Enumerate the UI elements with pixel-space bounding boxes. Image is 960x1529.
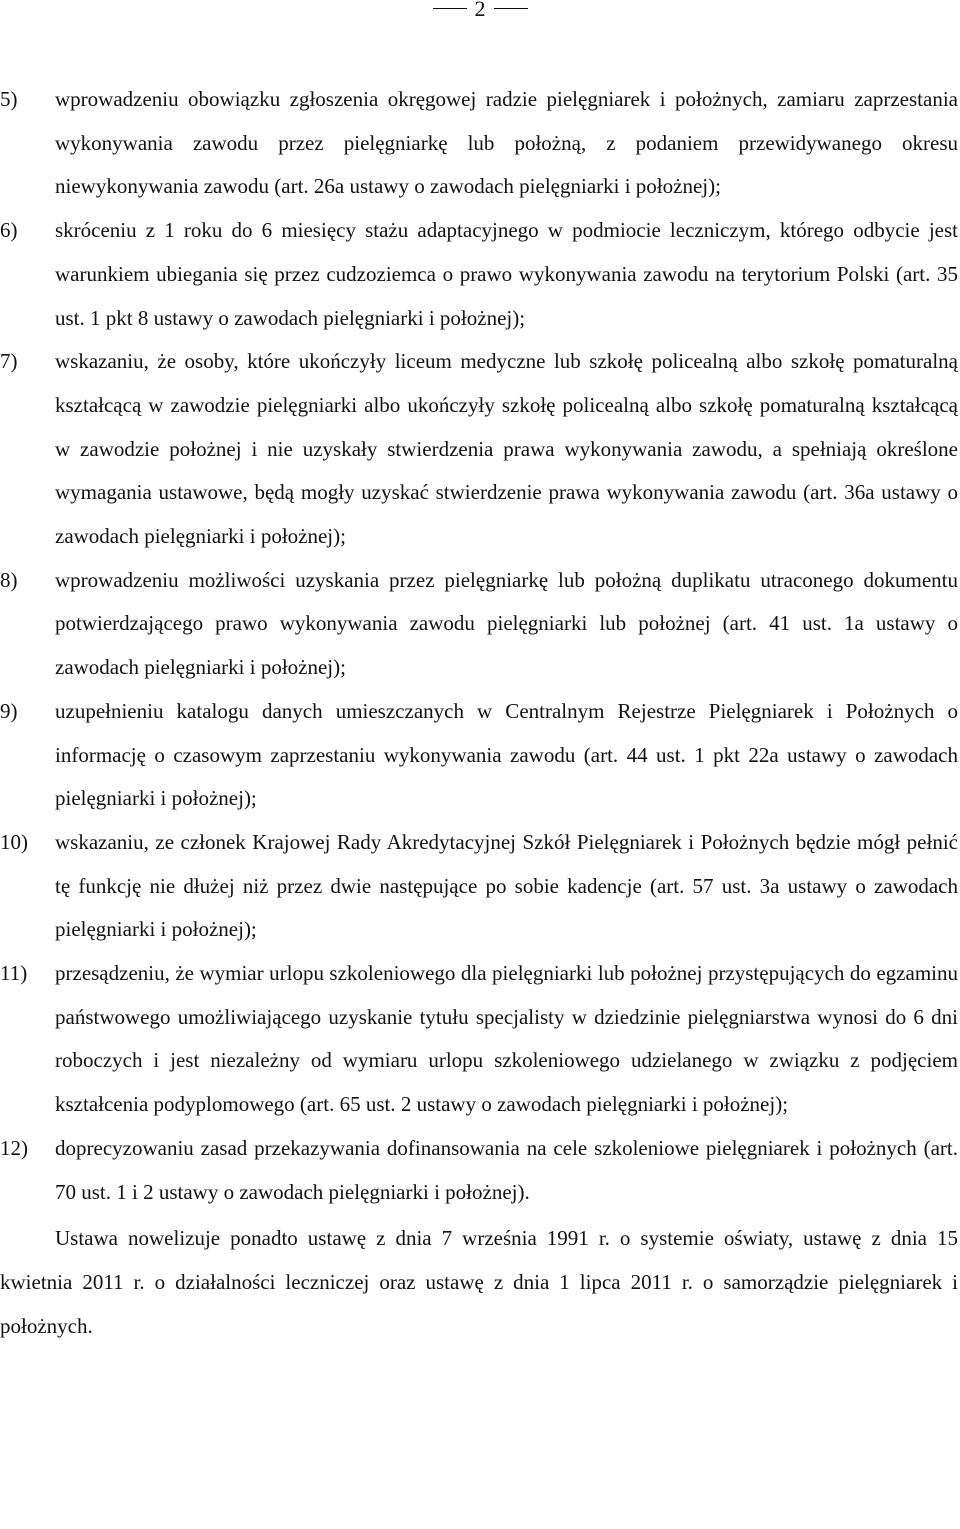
list-item-number: 9) [0, 698, 18, 723]
list-item-number: 12) [0, 1135, 28, 1160]
list-item-text: wprowadzeniu obowiązku zgłoszenia okręgowej radzie pielęgniarek i położnych, zamiaru zaprzestania wykonywania zawodu przez pielęgniarkę lub położną, z podaniem przewidywanego okresu niewykonywania zawodu (art. 26a ustawy o zawodach pielęgniarki i położnej); [55, 87, 958, 199]
list-item-number: 11) [0, 961, 28, 986]
list-item-10 [0, 821, 958, 952]
list-item-12 [0, 1127, 958, 1214]
list-item-number: 10) [0, 829, 28, 854]
list-item-8 [0, 559, 958, 690]
list-item-number: 8) [0, 567, 18, 592]
list-item-6 [0, 209, 958, 340]
list-item-text: uzupełnieniu katalogu danych umieszczanych w Centralnym Rejestrze Pielęgniarek i Położnych o informację o czasowym zaprzestaniu wykonywania zawodu (art. 44 ust. 1 pkt 22a ustawy o zawodach pielęgniarki i położnej); [55, 698, 958, 811]
page-number [0, 0, 960, 24]
list-item-9 [0, 690, 958, 821]
closing-paragraph: Ustawa nowelizuje ponadto ustawę z dnia 7 września 1991 r. o systemie oświaty, ustawę z dnia 15 kwietnia 2011 r. o działalności leczniczej oraz ustawę z dnia 1 lipca 2011 r. o samorządzie pielęgniarek i położnych. [0, 1226, 958, 1338]
list-item-number: 5) [0, 87, 18, 111]
page-number-left-dash [433, 8, 467, 9]
page-number-value: 2 [474, 0, 486, 21]
list-item-11 [0, 952, 958, 1127]
list-item-number: 7) [0, 349, 18, 374]
list-item-number: 6) [0, 218, 18, 243]
list-item-text: skróceniu z 1 roku do 6 miesięcy stażu adaptacyjnego w podmiocie leczniczym, którego odbycie jest warunkiem ubiegania się przez cudzoziemca o prawo wykonywania zawodu na terytorium Polski (art. 35 ust. 1 pkt 8 ustawy o zawodach pielęgniarki i położnej); [55, 218, 958, 330]
list-item-text: przesądzeniu, że wymiar urlopu szkoleniowego dla pielęgniarki lub położnej przystępujących do egzaminu państwowego umożliwiającego uzyskanie tytułu specjalisty w dziedzinie pielęgniarstwa wynosi do 6 dni roboczych i jest niezależny od wymiaru urlopu szkoleniowego udzielanego w związku z podjęciem kształcenia podyplomowego (art. 65 ust. 2 ustawy o zawodach pielęgniarki i położnej); [55, 961, 958, 1117]
list-item-text: wprowadzeniu możliwości uzyskania przez pielęgniarkę lub położną duplikatu utraconego dokumentu potwierdzającego prawo wykonywania zawodu pielęgniarki lub położnej (art. 41 ust. 1a ustawy o zawodach pielęgniarki i położnej); [55, 567, 958, 680]
list-item-7 [0, 340, 958, 559]
page-number-right-dash [494, 8, 528, 9]
list-item-5 [0, 78, 958, 209]
list-item-text: wskazaniu, ze członek Krajowej Rady Akredytacyjnej Szkół Pielęgniarek i Położnych będzie mógł pełnić tę funkcję nie dłużej niż przez dwie następujące po sobie kadencje (art. 57 ust. 3a ustawy o zawodach pielęgniarki i położnej); [55, 829, 958, 942]
list-item-text: wskazaniu, że osoby, które ukończyły liceum medyczne lub szkołę policealną albo szkołę pomaturalną kształcącą w zawodzie pielęgniarki albo ukończyły szkołę policealną albo szkołę pomaturalną kształcącą w zawodzie położnej i nie uzyskały stwierdzenia prawa wykonywania zawodu, a spełniają określone wymagania ustawowe, będą mogły uzyskać stwierdzenie prawa wykonywania zawodu (art. 36a ustawy o zawodach pielęgniarki i położnej); [55, 349, 958, 549]
document-body [0, 78, 958, 1369]
list-item-text: doprecyzowaniu zasad przekazywania dofinansowania na cele szkoleniowe pielęgniarek i położnych (art. 70 ust. 1 i 2 ustawy o zawodach pielęgniarki i położnej). [55, 1135, 958, 1204]
